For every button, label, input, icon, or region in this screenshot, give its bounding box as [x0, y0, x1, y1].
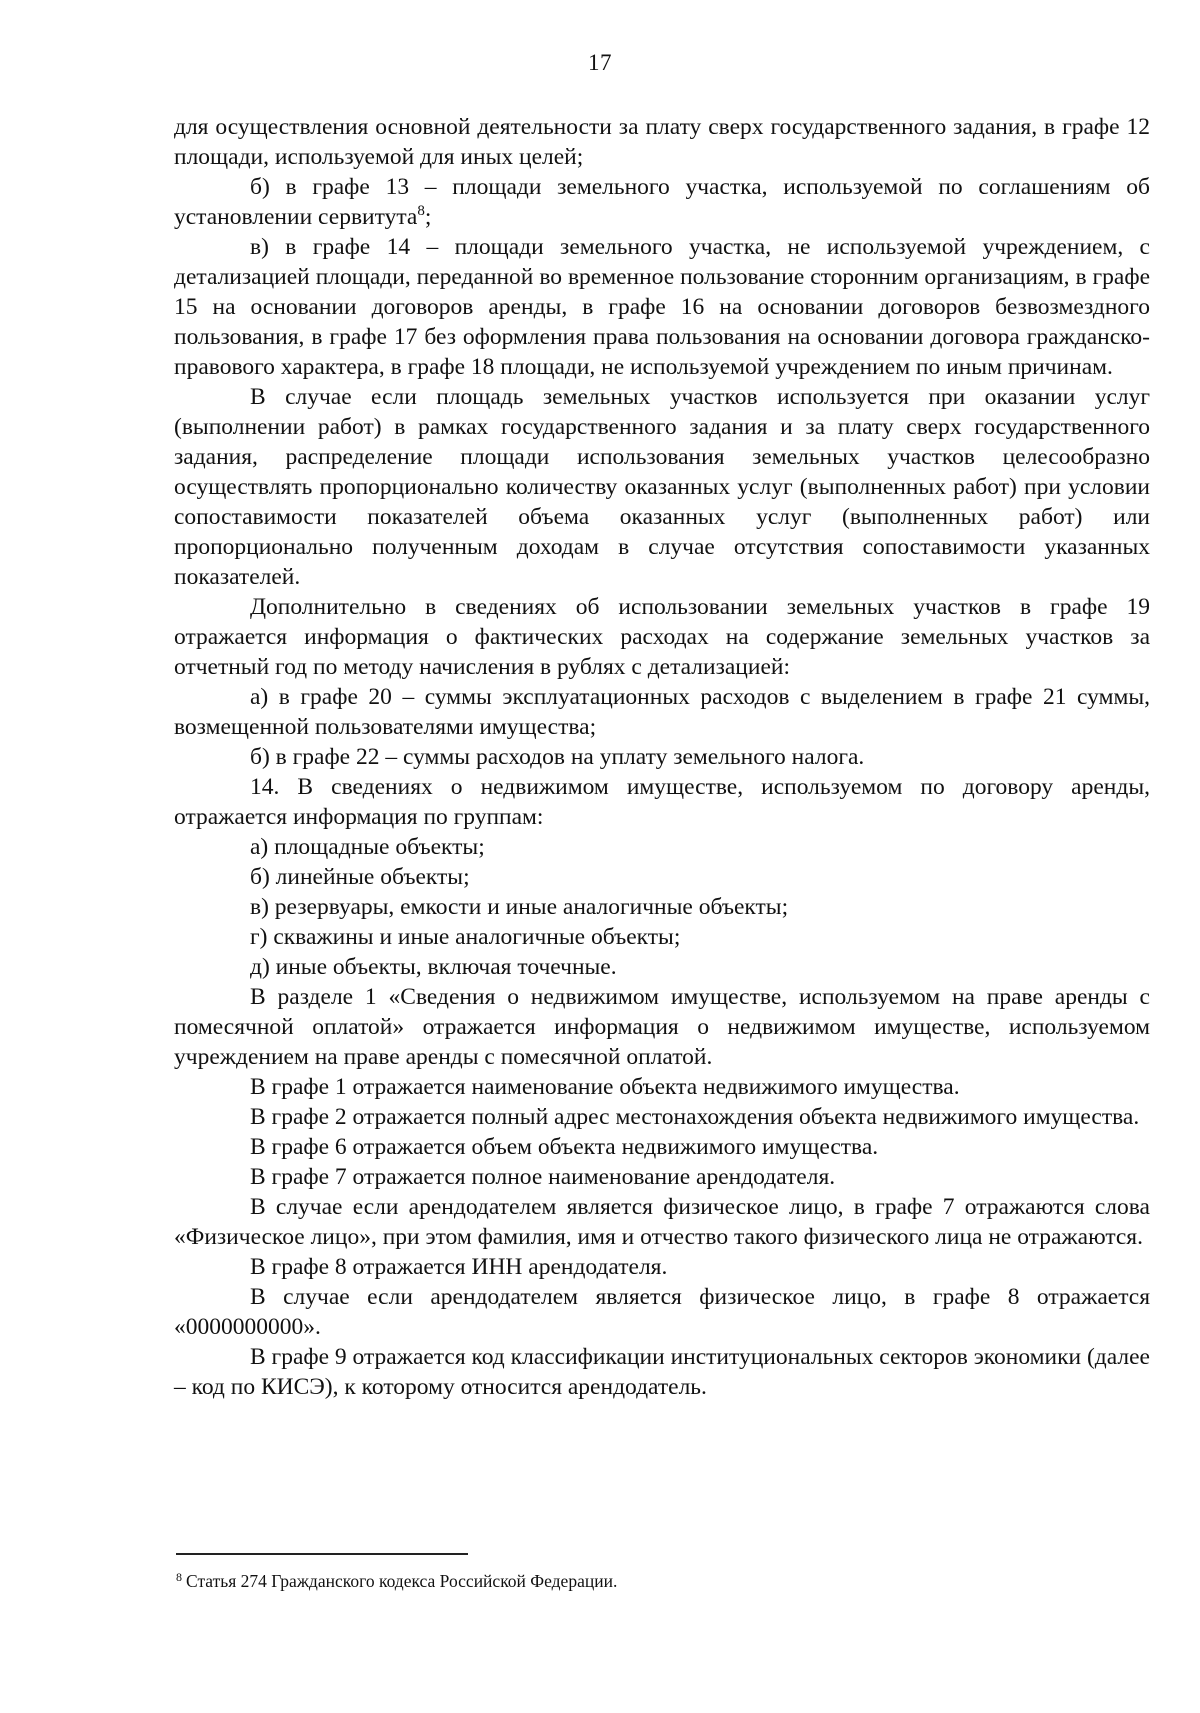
page-number: 17	[588, 50, 612, 75]
paragraph: В графе 2 отражается полный адрес местонахождения объекта недвижимого имущества.	[250, 1104, 1140, 1130]
list-item: а) площадные объекты;	[250, 834, 485, 860]
footnote-divider	[176, 1553, 468, 1555]
paragraph: 14. В сведениях о недвижимом имуществе, используемом по договору аренды, отражается информация по группам:	[174, 774, 1150, 830]
paragraph: для осуществления основной деятельности за плату сверх государственного задания, в графе 12 площади, используемой для иных целей;	[174, 114, 1150, 170]
list-item: д) иные объекты, включая точечные.	[250, 954, 617, 980]
list-item: г) скважины и иные аналогичные объекты;	[250, 924, 681, 950]
paragraph: В разделе 1 «Сведения о недвижимом имуществе, используемом на праве аренды с помесячной оплатой» отражается информация о недвижимом имуществе, используемом учреждением на праве аренды с помесячной оплатой.	[174, 984, 1150, 1070]
paragraph: В графе 6 отражается объем объекта недвижимого имущества.	[250, 1134, 879, 1160]
footnote-reference[interactable]: 8	[417, 203, 425, 219]
paragraph: В случае если площадь земельных участков используется при оказании услуг (выполнении работ) в рамках государственного задания и за плату сверх государственного задания, распределение площади использования земельных участков целесообразно осуществлять пропорционально количеству оказанных услуг (выполненных работ) при условии сопоставимости показателей объема оказанных услуг (выполненных работ) или пропорционально полученным доходам в случае отсутствия сопоставимости указанных показателей.	[174, 384, 1150, 590]
paragraph: В графе 8 отражается ИНН арендодателя.	[250, 1254, 668, 1280]
paragraph: В случае если арендодателем является физическое лицо, в графе 7 отражаются слова «Физическое лицо», при этом фамилия, имя и отчество такого физического лица не отражаются.	[174, 1194, 1150, 1250]
paragraph-text: б) в графе 13 – площади земельного участка, используемой по соглашениям об установлении сервитута	[174, 174, 1150, 230]
paragraph: В графе 7 отражается полное наименование арендодателя.	[250, 1164, 836, 1190]
body-text	[174, 112, 1150, 1402]
list-item: б) линейные объекты;	[250, 864, 470, 890]
paragraph: В случае если арендодателем является физическое лицо, в графе 8 отражается «0000000000».	[174, 1284, 1150, 1340]
paragraph: б) в графе 22 – суммы расходов на уплату земельного налога.	[250, 744, 865, 770]
footnote-text: Статья 274 Гражданского кодекса Российской Федерации.	[186, 1571, 618, 1591]
paragraph: В графе 1 отражается наименование объекта недвижимого имущества.	[250, 1074, 960, 1100]
paragraph: Дополнительно в сведениях об использовании земельных участков в графе 19 отражается информация о фактических расходах на содержание земельных участков за отчетный год по методу начисления в рублях с детализацией:	[174, 594, 1150, 680]
paragraph	[174, 172, 1150, 232]
paragraph: в) в графе 14 – площади земельного участка, не используемой учреждением, с детализацией площади, переданной во временное пользование сторонним организациям, в графе 15 на основании договоров аренды, в графе 16 на основании договоров безвозмездного пользования, в графе 17 без оформления права пользования на основании договора гражданско-правового характера, в графе 18 площади, не используемой учреждением по иным причинам.	[174, 234, 1150, 380]
list-item: в) резервуары, емкости и иные аналогичные объекты;	[250, 894, 789, 920]
paragraph-punctuation: ;	[424, 204, 432, 230]
footnote	[176, 1570, 1152, 1592]
paragraph: а) в графе 20 – суммы эксплуатационных расходов с выделением в графе 21 суммы, возмещенной пользователями имущества;	[174, 684, 1150, 740]
paragraph: В графе 9 отражается код классификации институциональных секторов экономики (далее – код по КИСЭ), к которому относится арендодатель.	[174, 1344, 1150, 1400]
footnote-marker: 8	[176, 1570, 182, 1584]
